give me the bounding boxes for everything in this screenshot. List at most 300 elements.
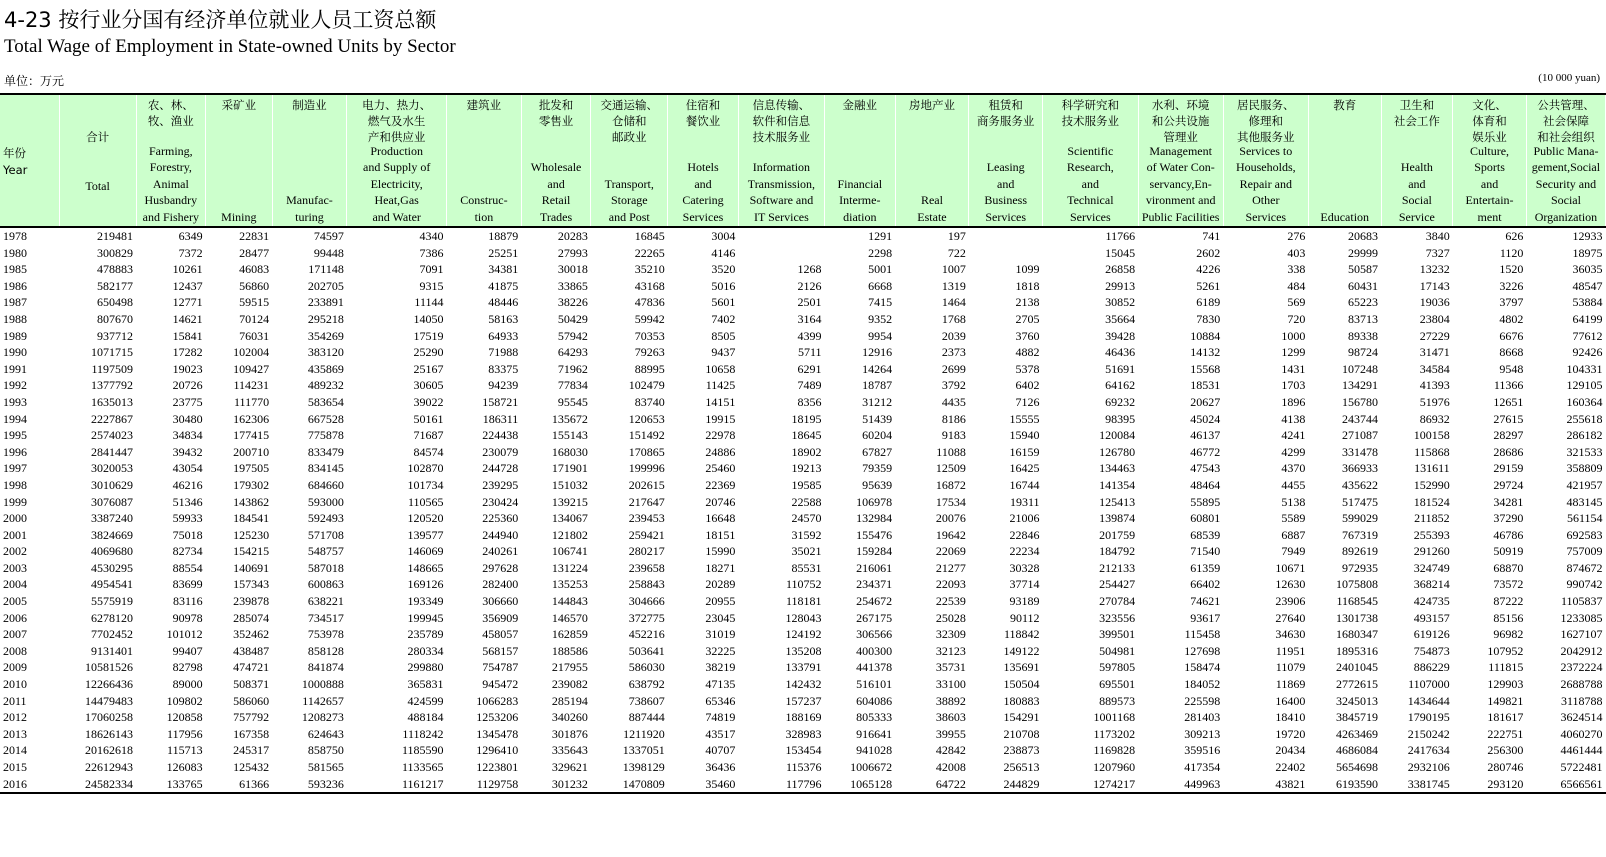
table-row — [0, 776, 1606, 794]
value-cell: 548757 — [307, 544, 344, 559]
value-cell: 4060270 — [1560, 726, 1603, 741]
table-row — [0, 377, 1606, 394]
value-cell: 21277 — [935, 560, 966, 575]
value-cell: 24886 — [705, 444, 736, 459]
value-cell: 184792 — [1099, 544, 1136, 559]
value-cell: 19023 — [172, 361, 203, 376]
sector-header-cn: 卫生和 社会工作 — [1393, 98, 1440, 128]
year-cell: 2016 — [0, 776, 59, 794]
value-cell: 1253206 — [476, 710, 519, 725]
value-cell: 107248 — [1342, 361, 1379, 376]
value-cell: 1173202 — [1093, 726, 1136, 741]
value-cell: 366933 — [1342, 461, 1379, 476]
table-row — [0, 543, 1606, 560]
value-cell: 592493 — [307, 511, 344, 526]
value-cell: 18645 — [791, 428, 822, 443]
value-cell: 71988 — [488, 345, 519, 360]
value-cell: 235789 — [407, 627, 444, 642]
year-cell: 2009 — [3, 660, 27, 675]
value-cell: 1207960 — [1093, 760, 1136, 774]
value-cell: 452216 — [628, 627, 665, 642]
value-cell: 74819 — [705, 710, 736, 725]
value-cell: 20746 — [705, 494, 736, 509]
sector-header-en: Transport, Storage and Post — [604, 176, 654, 224]
value-cell: 184541 — [233, 511, 270, 526]
value-cell: 17282 — [172, 345, 203, 360]
value-cell: 12509 — [935, 461, 966, 476]
value-cell: 48547 — [1572, 278, 1603, 293]
value-cell: 238873 — [1003, 743, 1040, 758]
value-cell: 71687 — [413, 428, 444, 443]
value-cell: 135691 — [1003, 660, 1040, 675]
value-cell: 3076087 — [91, 494, 134, 509]
value-cell: 7415 — [868, 295, 893, 310]
value-cell: 14479483 — [85, 693, 134, 708]
value-cell: 76031 — [239, 328, 270, 343]
value-cell: 20726 — [172, 378, 203, 393]
value-cell: 441378 — [856, 660, 893, 675]
value-cell: 833479 — [307, 444, 344, 459]
value-cell: 74597 — [313, 229, 344, 243]
value-cell: 1627107 — [1560, 627, 1603, 642]
value-cell: 104331 — [1566, 361, 1603, 376]
value-cell: 20283 — [557, 229, 588, 243]
value-cell: 458057 — [482, 627, 519, 642]
value-cell: 19036 — [1419, 295, 1450, 310]
value-cell: 2688788 — [1560, 677, 1603, 692]
sector-header-en: Education — [1320, 209, 1370, 224]
value-cell: 7702452 — [91, 627, 134, 642]
value-cell: 28477 — [239, 245, 270, 260]
value-cell: 5261 — [1196, 278, 1221, 293]
sector-header — [1043, 94, 1139, 227]
value-cell: 293120 — [1453, 776, 1527, 794]
value-cell: 115713 — [167, 743, 203, 758]
value-cell: 65223 — [1348, 295, 1379, 310]
table-row — [0, 560, 1606, 577]
value-cell — [969, 227, 1043, 245]
table-row — [0, 460, 1606, 477]
value-cell: 18902 — [791, 444, 822, 459]
value-cell: 3624514 — [1560, 710, 1603, 725]
value-cell: 916641 — [856, 726, 893, 741]
value-cell: 169126 — [407, 577, 444, 592]
table-row — [0, 411, 1606, 428]
value-cell: 593000 — [307, 494, 344, 509]
value-cell: 1120 — [1499, 245, 1524, 260]
value-cell: 33865 — [557, 278, 588, 293]
value-cell: 358809 — [1566, 461, 1603, 476]
value-cell: 42842 — [935, 743, 966, 758]
value-cell: 12933 — [1572, 229, 1603, 243]
value-cell: 493157 — [1413, 610, 1450, 625]
value-cell: 25167 — [413, 361, 444, 376]
value-cell: 368214 — [1413, 577, 1450, 592]
value-cell: 12630 — [1275, 577, 1306, 592]
value-cell: 87222 — [1493, 594, 1524, 609]
value-cell: 3245013 — [1336, 693, 1379, 708]
value-cell: 150504 — [1003, 677, 1040, 692]
value-cell: 435869 — [307, 361, 344, 376]
value-cell: 753978 — [307, 627, 344, 642]
value-cell: 3760 — [1015, 328, 1040, 343]
value-cell: 111815 — [1488, 660, 1524, 675]
sector-header-en: Hotels and Catering Services — [682, 160, 724, 224]
value-cell: 3520 — [711, 262, 736, 277]
value-cell: 36436 — [705, 760, 736, 774]
value-cell: 34630 — [1275, 627, 1306, 642]
value-cell: 280334 — [407, 643, 444, 658]
value-cell: 224438 — [482, 428, 519, 443]
value-cell: 15555 — [1009, 411, 1040, 426]
value-cell: 115868 — [1414, 444, 1450, 459]
value-cell: 6278120 — [91, 610, 134, 625]
unit-label-cn: 单位：万元 — [4, 74, 65, 88]
value-cell: 61359 — [1190, 560, 1221, 575]
value-cell: 4802 — [1499, 311, 1524, 326]
value-cell: 134291 — [1342, 378, 1379, 393]
value-cell: 2227867 — [91, 411, 134, 426]
value-cell: 354269 — [307, 328, 344, 343]
table-row — [0, 494, 1606, 511]
value-cell: 118842 — [1003, 627, 1040, 642]
value-cell: 102870 — [407, 461, 444, 476]
value-cell: 159284 — [856, 544, 893, 559]
year-cell: 2003 — [3, 560, 27, 575]
value-cell: 754873 — [1413, 643, 1450, 658]
value-cell: 133765 — [136, 776, 206, 794]
value-cell: 13232 — [1419, 262, 1450, 277]
value-cell: 9131401 — [91, 643, 134, 658]
value-cell: 17060258 — [85, 710, 134, 725]
value-cell: 23906 — [1275, 594, 1306, 609]
value-cell: 805333 — [856, 710, 893, 725]
value-cell: 754787 — [482, 660, 519, 675]
value-cell: 149122 — [1003, 643, 1040, 658]
value-cell: 583654 — [307, 394, 344, 409]
value-cell: 83740 — [634, 394, 665, 409]
value-cell: 90978 — [172, 610, 203, 625]
value-cell: 139215 — [551, 494, 588, 509]
value-cell: 38219 — [705, 660, 736, 675]
value-cell: 47135 — [705, 677, 736, 692]
value-cell: 31592 — [791, 527, 822, 542]
value-cell: 27640 — [1275, 610, 1306, 625]
value-cell: 11425 — [705, 378, 736, 393]
year-header — [0, 94, 59, 227]
year-cell: 2015 — [3, 760, 27, 774]
sector-header-cn: 电力、热力、 燃气及水生 产和供应业 — [362, 98, 432, 144]
value-cell: 244829 — [969, 776, 1043, 794]
value-cell: 2372224 — [1560, 660, 1603, 675]
value-cell: 19585 — [791, 477, 822, 492]
value-cell: 3824669 — [91, 527, 134, 542]
value-cell: 5711 — [797, 345, 822, 360]
value-cell: 1470809 — [591, 776, 668, 794]
value-cell: 10581526 — [85, 660, 134, 675]
value-cell: 17519 — [413, 328, 444, 343]
sector-header-cn: 建筑业 — [466, 98, 502, 112]
value-cell: 3020053 — [91, 461, 134, 476]
value-cell: 2705 — [1015, 311, 1040, 326]
value-cell: 267175 — [856, 610, 893, 625]
table-row — [0, 510, 1606, 527]
value-cell: 5575919 — [91, 594, 134, 609]
year-header-en: Year — [3, 163, 28, 177]
value-cell: 120858 — [166, 710, 203, 725]
value-cell: 110565 — [407, 494, 444, 509]
value-cell: 4263469 — [1336, 726, 1379, 741]
value-cell: 50429 — [557, 311, 588, 326]
value-cell: 18879 — [488, 229, 519, 243]
value-cell: 291260 — [1413, 544, 1450, 559]
value-cell: 324749 — [1413, 560, 1450, 575]
value-cell: 33100 — [935, 677, 966, 692]
sector-header — [272, 94, 347, 227]
value-cell: 1291 — [868, 229, 893, 243]
table-body — [0, 227, 1606, 793]
value-cell: 43821 — [1223, 776, 1308, 794]
value-cell: 297628 — [482, 560, 519, 575]
value-cell: 210708 — [1003, 726, 1040, 741]
value-cell: 18626143 — [85, 726, 134, 741]
value-cell: 2298 — [868, 245, 893, 260]
value-cell: 67827 — [862, 444, 893, 459]
value-cell: 20683 — [1348, 229, 1379, 243]
value-cell: 144843 — [551, 594, 588, 609]
value-cell: 29724 — [1493, 477, 1524, 492]
value-cell: 18975 — [1572, 245, 1603, 260]
value-cell: 887444 — [628, 710, 665, 725]
value-cell: 66402 — [1190, 577, 1221, 592]
value-cell: 82798 — [172, 660, 203, 675]
value-cell: 1208273 — [301, 710, 344, 725]
value-cell: 43054 — [172, 461, 203, 476]
value-cell: 517475 — [1342, 494, 1379, 509]
value-cell: 2602 — [1196, 245, 1221, 260]
value-cell: 51976 — [1419, 394, 1450, 409]
value-cell: 51691 — [1105, 361, 1136, 376]
value-cell: 256513 — [1003, 760, 1040, 774]
table-row — [0, 361, 1606, 378]
value-cell: 775878 — [307, 428, 344, 443]
sector-header-cn: 农、林、 牧、渔业 — [147, 98, 194, 128]
value-cell: 99407 — [172, 643, 203, 658]
value-cell: 162306 — [233, 411, 270, 426]
value-cell: 6887 — [1281, 527, 1306, 542]
value-cell: 599029 — [1342, 511, 1379, 526]
value-cell: 340260 — [551, 710, 588, 725]
value-cell: 1319 — [941, 278, 966, 293]
year-cell: 1990 — [3, 345, 27, 360]
value-cell: 4686084 — [1336, 743, 1379, 758]
value-cell: 148665 — [407, 560, 444, 575]
value-cell: 18787 — [862, 378, 893, 393]
value-cell — [969, 245, 1043, 262]
value-cell: 19915 — [705, 411, 736, 426]
year-cell: 2000 — [3, 511, 27, 526]
value-cell: 593236 — [272, 776, 347, 794]
year-cell: 1993 — [3, 394, 27, 409]
value-cell: 16845 — [634, 229, 665, 243]
value-cell: 217647 — [628, 494, 665, 509]
value-cell: 115376 — [785, 760, 822, 774]
value-cell: 1129758 — [447, 776, 522, 794]
value-cell: 42008 — [935, 760, 966, 774]
year-cell: 2002 — [3, 544, 27, 559]
value-cell: 106741 — [551, 544, 588, 559]
value-cell: 5001 — [868, 262, 893, 277]
value-cell: 299880 — [407, 660, 444, 675]
value-cell: 139874 — [1099, 511, 1136, 526]
value-cell: 8356 — [797, 394, 822, 409]
value-cell: 19642 — [935, 527, 966, 542]
value-cell: 11869 — [1275, 677, 1306, 692]
value-cell: 7372 — [178, 245, 203, 260]
value-cell: 12651 — [1493, 394, 1524, 409]
value-cell: 83713 — [1348, 311, 1379, 326]
header-row — [0, 94, 1606, 227]
table-row — [0, 709, 1606, 726]
value-cell: 170865 — [628, 444, 665, 459]
value-cell: 767319 — [1342, 527, 1379, 542]
value-cell: 121802 — [551, 527, 588, 542]
value-cell: 95639 — [862, 477, 893, 492]
value-cell: 83699 — [172, 577, 203, 592]
value-cell: 5016 — [711, 278, 736, 293]
value-cell: 99448 — [313, 245, 344, 260]
value-cell: 155143 — [551, 428, 588, 443]
value-cell: 117796 — [738, 776, 824, 794]
value-cell: 4954541 — [91, 577, 134, 592]
value-cell: 146069 — [407, 544, 444, 559]
value-cell: 478883 — [97, 262, 134, 277]
value-cell: 69232 — [1105, 394, 1136, 409]
value-cell: 516101 — [856, 677, 893, 692]
value-cell: 38226 — [557, 295, 588, 310]
value-cell: 37290 — [1493, 511, 1524, 526]
value-cell: 125230 — [233, 527, 270, 542]
value-cell: 53884 — [1572, 295, 1603, 310]
sector-header — [668, 94, 739, 227]
sector-header-en: Public Mana- gement,Social Security and Social Organization — [1531, 143, 1601, 224]
value-cell: 285194 — [551, 693, 588, 708]
value-cell: 27993 — [557, 245, 588, 260]
value-cell: 6668 — [868, 278, 893, 293]
value-cell: 841874 — [307, 660, 344, 675]
value-cell: 29913 — [1105, 278, 1136, 293]
value-cell: 35210 — [634, 262, 665, 277]
table-row — [0, 477, 1606, 494]
value-cell: 22539 — [935, 594, 966, 609]
value-cell: 4340 — [419, 229, 444, 243]
value-cell: 403 — [1287, 245, 1306, 260]
value-cell: 16648 — [705, 511, 736, 526]
value-cell: 15045 — [1105, 245, 1136, 260]
sector-header — [136, 94, 206, 227]
value-cell: 306660 — [482, 594, 519, 609]
value-cell: 35664 — [1105, 311, 1136, 326]
year-cell: 2011 — [3, 693, 27, 708]
value-cell: 270784 — [1099, 594, 1136, 609]
value-cell: 254427 — [1099, 577, 1136, 592]
value-cell: 383120 — [307, 345, 344, 360]
value-cell: 10261 — [172, 262, 203, 277]
value-cell: 1680347 — [1336, 627, 1379, 642]
year-cell: 1980 — [3, 245, 27, 260]
value-cell: 50919 — [1493, 544, 1524, 559]
sector-header — [1308, 94, 1381, 227]
year-cell: 1994 — [3, 411, 27, 426]
value-cell: 233891 — [307, 295, 344, 310]
sector-header-en: Farming, Forestry, Animal Husbandry and Fishery — [142, 143, 199, 224]
table-row — [0, 328, 1606, 345]
value-cell: 285074 — [233, 610, 270, 625]
value-cell: 295218 — [307, 311, 344, 326]
value-cell: 118181 — [785, 594, 822, 609]
value-cell: 126780 — [1099, 444, 1136, 459]
value-cell: 568157 — [482, 643, 519, 658]
value-cell: 107952 — [1487, 643, 1524, 658]
value-cell: 10658 — [705, 361, 736, 376]
value-cell: 2417634 — [1407, 743, 1450, 758]
value-cell: 94239 — [488, 378, 519, 393]
value-cell: 41393 — [1419, 378, 1450, 393]
value-cell: 474721 — [233, 660, 270, 675]
value-cell: 9437 — [711, 345, 736, 360]
value-cell: 638221 — [307, 594, 344, 609]
value-cell: 972935 — [1342, 560, 1379, 575]
value-cell: 255618 — [1566, 411, 1603, 426]
value-cell: 188586 — [551, 643, 588, 658]
value-cell: 120520 — [407, 511, 444, 526]
value-cell: 57942 — [557, 328, 588, 343]
value-cell: 19311 — [1009, 494, 1040, 509]
value-cell: 225598 — [1184, 693, 1221, 708]
value-cell: 9315 — [419, 278, 444, 293]
value-cell: 582177 — [97, 278, 134, 293]
value-cell: 2501 — [797, 295, 822, 310]
value-cell: 600863 — [307, 577, 344, 592]
value-cell: 1133565 — [401, 760, 444, 774]
value-cell: 23804 — [1419, 311, 1450, 326]
value-cell: 39022 — [413, 394, 444, 409]
value-cell: 22369 — [705, 477, 736, 492]
value-cell: 36035 — [1572, 262, 1603, 277]
value-cell: 4435 — [941, 394, 966, 409]
sector-header-cn: 批发和 零售业 — [538, 98, 574, 128]
value-cell: 15990 — [705, 544, 736, 559]
value-cell: 2841447 — [91, 444, 134, 459]
value-cell: 50161 — [413, 411, 444, 426]
value-cell: 22612943 — [85, 760, 134, 774]
value-cell: 79263 — [634, 345, 665, 360]
value-cell: 98395 — [1105, 411, 1136, 426]
value-cell: 230079 — [482, 444, 519, 459]
year-cell: 2012 — [3, 710, 27, 725]
sector-header-en: Leasing and Business Services — [984, 160, 1028, 224]
value-cell: 328983 — [785, 726, 822, 741]
value-cell: 39955 — [935, 726, 966, 741]
value-cell: 127698 — [1184, 643, 1221, 658]
value-cell: 51346 — [172, 494, 203, 509]
value-cell: 4370 — [1281, 461, 1306, 476]
value-cell: 199996 — [628, 461, 665, 476]
value-cell: 115458 — [1184, 627, 1221, 642]
value-cell: 280217 — [628, 544, 665, 559]
value-cell: 4241 — [1281, 428, 1306, 443]
value-cell: 15841 — [172, 328, 203, 343]
